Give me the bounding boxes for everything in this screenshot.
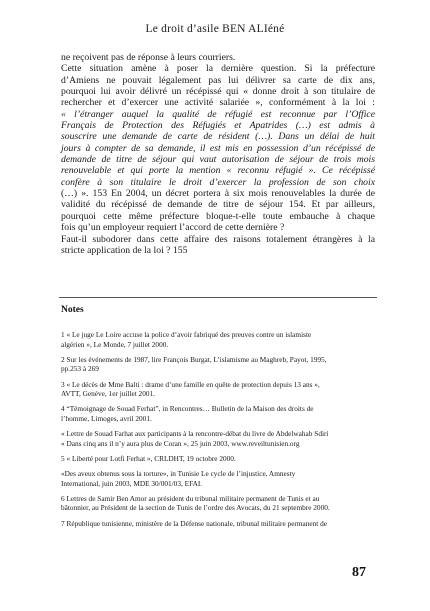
note-item xyxy=(61,380,377,399)
body-line xyxy=(61,154,375,165)
body-line: d’Amiens ne pouvait légalement pas lui délivrer sa carte de dix ans, xyxy=(61,74,375,86)
note-line: 3 « Le décès de Mme Balti : drame d’une famille en quête de protection depuis 13 ans », xyxy=(61,379,320,389)
note-line: 4 “Témoignage de Souad Ferhat”, in Rencontres… Bulletin de la Maison des droits de xyxy=(61,404,314,414)
note-line: « Lettre de Souad Farhat aux participants à la rencontre-débat du livre de Abdelwahab Sdiri xyxy=(61,429,329,439)
body-line: Cette situation amène à poser la dernière question. Si la préfecture xyxy=(61,63,375,75)
notes-heading: Notes xyxy=(61,305,84,315)
note-line: 6 Lettres de Samir Ben Amor au président du tribunal militaire permanent de Tunis et au xyxy=(61,493,320,503)
note-line: 7 République tunisienne, ministère de la Défense nationale, tribunal militaire permanent de xyxy=(61,518,328,528)
notes-list xyxy=(61,330,377,534)
body-line xyxy=(61,165,375,176)
body-line: rechercher et d’exercer une activité salariée », conformément à la loi : xyxy=(61,97,375,109)
note-item xyxy=(61,404,377,423)
body-line: fois qu’un employeur requiert l’accord de cette dernière ? xyxy=(61,222,285,234)
note-line: algérien », Le Monde, 7 juillet 2000. xyxy=(61,339,169,349)
quote-text: renouvelable et qui porte la mention « reconnu réfugié ». Ce récépissé xyxy=(61,165,375,177)
note-item xyxy=(61,519,377,529)
note-line: 2 Sur les événements de 1987, lire François Burgat, L’islamisme au Maghreb, Payot, 1995, xyxy=(61,354,327,364)
note-line: bâtonnier, au Président de la section de Tunis de l’ordre des Avocats, du 21 septembre 2000. xyxy=(61,503,330,513)
note-item xyxy=(61,429,377,448)
note-line: «Des aveux obtenus sous la torture», in Tunisie Le cycle de l’injustice, Amnesty xyxy=(61,469,296,479)
note-line: pp.253 à 269 xyxy=(61,364,99,374)
body-line xyxy=(61,109,375,120)
quote-text: jours à compter de sa demande, il est mis en possession d’un récépissé de xyxy=(61,142,375,154)
quote-text: confère à son titulaire le droit d’exercer la profession de son choix xyxy=(61,176,375,188)
note-line: « Dans cinq ans il n’y aura plus de Coran », 25 juin 2003, www.reveiltunisien.org xyxy=(61,438,300,448)
body-line xyxy=(61,120,375,131)
quote-text: demande de titre de séjour qui vaut autorisation de séjour de trois mois xyxy=(61,154,375,166)
body-line: Faut-il subodorer dans cette affaire des raisons totalement étrangères à la xyxy=(61,233,375,245)
note-item xyxy=(61,494,377,513)
note-line: l’homme, Limoges, avril 2001. xyxy=(61,413,152,423)
body-line: stricte application de la loi ? 155 xyxy=(61,244,188,256)
body-line: ne reçoivent pas de réponse à leurs courriers. xyxy=(61,52,236,63)
note-item xyxy=(61,469,377,488)
body-text xyxy=(61,52,375,256)
body-line xyxy=(61,177,375,188)
quote-text: souscrire une demande de carte de résident (…). Dans un délai de huit xyxy=(61,131,375,143)
note-item xyxy=(61,454,377,464)
body-line: (…) ». 153 En 2004, un décret portera à six mois renouvelables la durée de xyxy=(61,188,375,200)
note-item xyxy=(61,355,377,374)
body-line: pourquoi lui avoir délivré un récépissé qui « donne droit à son titulaire de xyxy=(61,86,375,98)
note-line: AVTT, Genève, 1er juillet 2001. xyxy=(61,389,155,399)
body-line: validité du récépissé de demande de titre de séjour 154. Et par ailleurs, xyxy=(61,199,375,211)
body-line xyxy=(61,143,375,154)
note-item xyxy=(61,330,377,349)
note-line: 1 « Le juge Le Loire accuse la police d’avoir fabriqué des preuves contre un islamiste xyxy=(61,330,312,339)
section-divider xyxy=(59,297,377,298)
quote-text: « l’étranger auquel la qualité de réfugié est reconnue par l’Office xyxy=(61,108,375,120)
page-number: 87 xyxy=(352,565,366,580)
note-line: 5 « Liberté pour Lotfi Ferhat », CRLDHT, 19 octobre 2000. xyxy=(61,453,236,463)
note-line: International, juin 2003, MDE 30/001/03, EFAI. xyxy=(61,478,203,488)
running-title: Le droit d’asile BEN ALIéné xyxy=(145,23,285,35)
body-line: pourquoi cette même préfecture bloque-t-elle toute embauche à chaque xyxy=(61,210,375,222)
quote-text: Français de Protection des Réfugiés et Apatrides (…) est admis à xyxy=(61,120,375,132)
body-line xyxy=(61,131,375,142)
